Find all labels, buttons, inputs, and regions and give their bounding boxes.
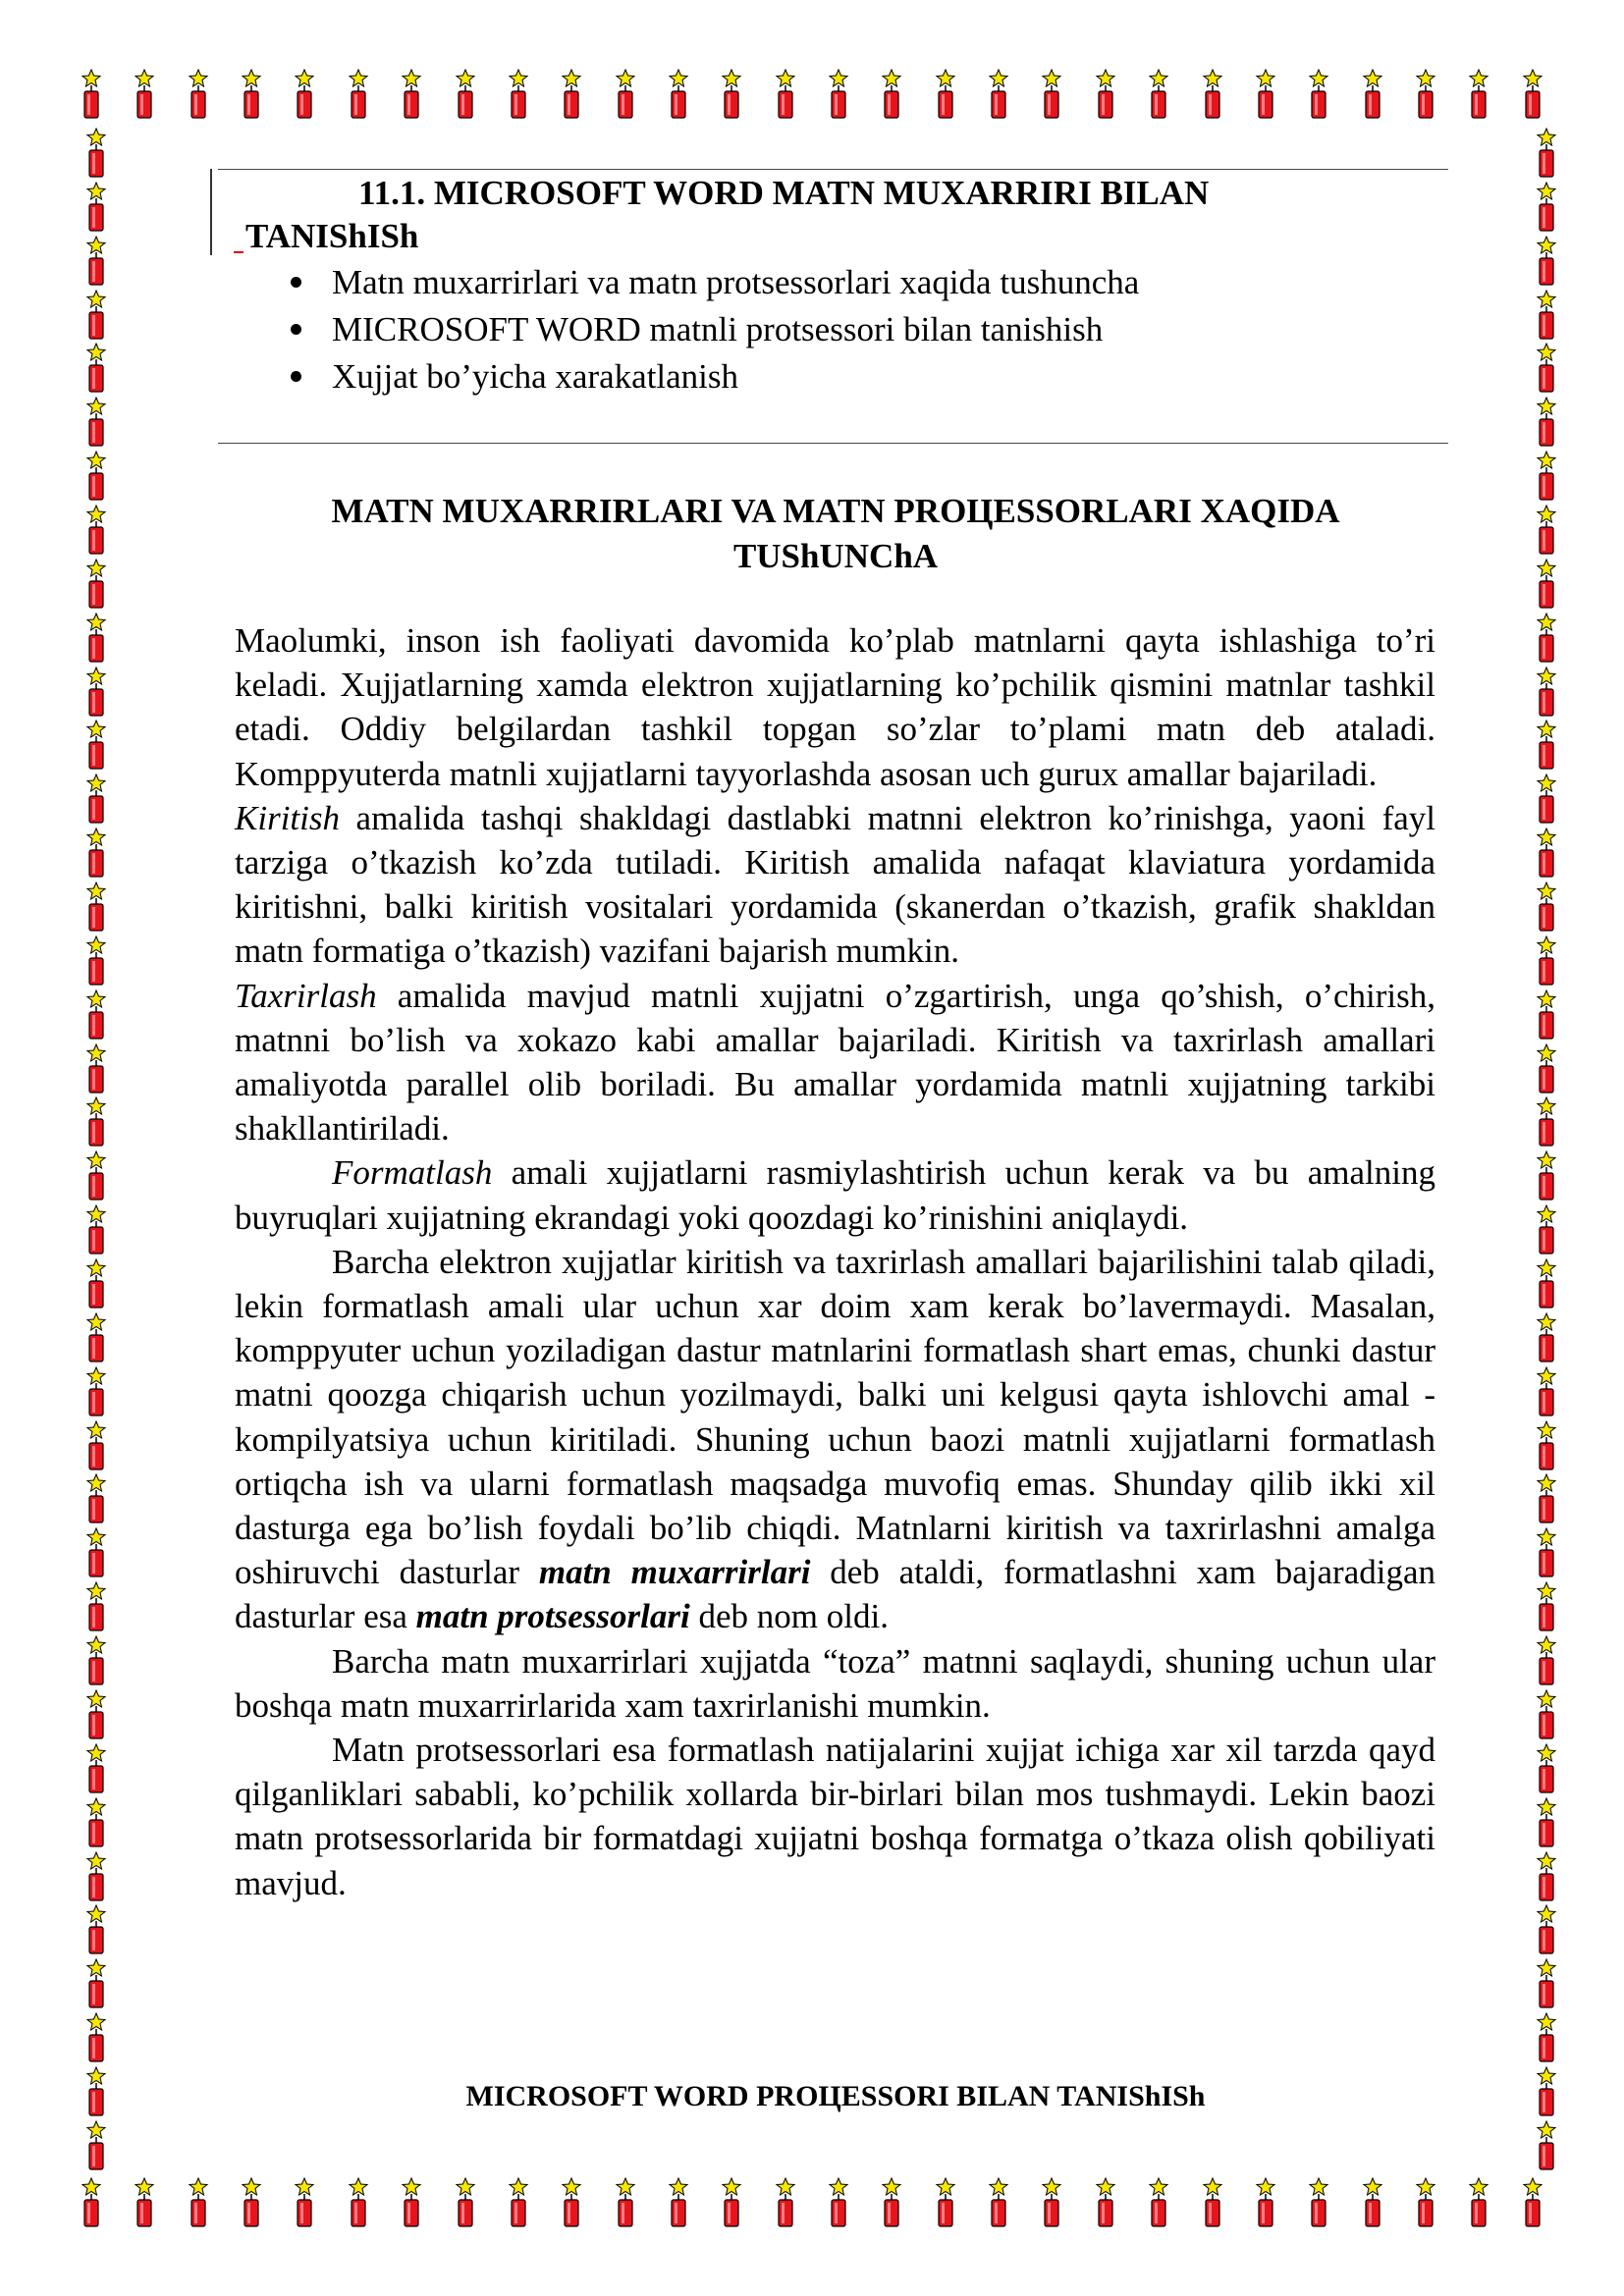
firecracker-icon [879, 69, 904, 120]
firecracker-icon [83, 828, 109, 879]
firecracker-icon [186, 2177, 211, 2228]
firecracker-icon [1534, 774, 1559, 825]
firecracker-icon [1200, 2177, 1225, 2228]
firecracker-icon [1534, 1043, 1559, 1095]
border-left [77, 128, 116, 2171]
firecracker-icon [879, 2177, 904, 2228]
firecracker-icon [83, 613, 109, 664]
firecracker-icon [83, 1581, 109, 1632]
firecracker-icon [1534, 2120, 1559, 2171]
border-bottom [79, 2171, 1545, 2234]
firecracker-icon [239, 2177, 264, 2228]
firecracker-icon [292, 2177, 317, 2228]
firecracker-icon [986, 2177, 1011, 2228]
firecracker-icon [1253, 2177, 1278, 2228]
firecracker-icon [773, 2177, 798, 2228]
firecracker-icon [1534, 1797, 1559, 1848]
firecracker-icon [719, 2177, 744, 2228]
firecracker-icon [1534, 182, 1559, 233]
firecracker-icon [613, 2177, 638, 2228]
paragraph: Barcha matn muxarrirlari xujjatda “toza” matnni saqlaydi, shuning uchun ular boshqa matn muxarrirlarida xam taxrirlanishi mumkin. [235, 1641, 1435, 1725]
firecracker-icon [1534, 1420, 1559, 1471]
firecracker-icon [1534, 613, 1559, 664]
firecracker-icon [83, 559, 109, 610]
firecracker-icon [1534, 559, 1559, 610]
firecracker-icon [1146, 69, 1171, 120]
header-rule-top [218, 169, 1448, 170]
firecracker-icon [1520, 69, 1545, 120]
firecracker-icon [1039, 69, 1064, 120]
paragraph: Matn protsessorlari esa formatlash natijalarini xujjat ichiga xar xil tarzda qayd qilganliklari sababli, ko’pchilik xollarda bir-birlari bilan mos tushmaydi. Lekin baozi matn protsessorlarida bir formatdagi xujjatni boshqa formatga o’tkaza olish qobiliyati mavjud. [235, 1731, 1435, 1902]
body-text [235, 618, 1435, 1905]
firecracker-icon [1534, 1312, 1559, 1363]
firecracker-icon [1534, 1204, 1559, 1255]
border-top [79, 63, 1545, 126]
firecracker-icon [1534, 989, 1559, 1041]
firecracker-icon [83, 2066, 109, 2117]
firecracker-icon [826, 69, 851, 120]
firecracker-icon [1466, 2177, 1491, 2228]
firecracker-icon [1466, 69, 1491, 120]
term: Formatlash [332, 1153, 493, 1193]
firecracker-icon [83, 935, 109, 987]
firecracker-icon [83, 1150, 109, 1201]
section-title [236, 489, 1435, 579]
firecracker-icon [83, 1043, 109, 1095]
firecracker-icon [1534, 828, 1559, 879]
firecracker-icon [83, 2120, 109, 2171]
firecracker-icon [1534, 236, 1559, 287]
firecracker-icon [83, 1204, 109, 1255]
firecracker-icon [292, 69, 317, 120]
firecracker-icon [83, 1797, 109, 1848]
firecracker-icon [1534, 451, 1559, 502]
firecracker-icon [1534, 290, 1559, 341]
firecracker-icon [1534, 397, 1559, 448]
firecracker-icon [83, 343, 109, 394]
firecracker-icon [1534, 1581, 1559, 1632]
firecracker-icon [346, 2177, 371, 2228]
firecracker-icon [1039, 2177, 1064, 2228]
firecracker-icon [132, 69, 157, 120]
paragraph: Barcha elektron xujjatlar kiritish va taxrirlash amallari bajarilishini talab qiladi, lekin formatlash amali ular uchun xar doim xam kerak bo’lavermaydi. Masalan, komppyuter uchun yoziladigan dastur matnlarini formatlash shart emas, chunki dastur matni qoozga chiqarish uchun yozilmaydi, balki uni kelgusi qayta ishlovchi amal - kompilyatsiya uchun kiritiladi. Shuning uchun baozi matnli xujjatlarni formatlash ortiqcha ish va ularni formatlash maqsadga muvofiq emas. Shunday qilib ikki xil dasturga ega bo’lish foydali bo’lib chiqdi. Matnlarni kiritish va taxrirlashni amalga oshiruvchi dasturlar matn muxarrirlari deb ataldi, formatlashni xam bajaradigan dasturlar esa matn protsessorlari deb nom oldi. [235, 1242, 1435, 1636]
firecracker-icon [1200, 69, 1225, 120]
firecracker-icon [506, 69, 531, 120]
firecracker-icon [1093, 69, 1118, 120]
topic-item: Matn muxarrirlari va matn protsessorlari xaqida tushuncha [285, 259, 1139, 306]
firecracker-icon [1534, 881, 1559, 933]
firecracker-icon [1534, 935, 1559, 987]
firecracker-icon [1534, 720, 1559, 771]
firecracker-icon [83, 1743, 109, 1794]
paragraph: Formatlash amali xujjatlarni rasmiylashtirish uchun kerak va bu amalning buyruqlari xujjatning ekrandagi yoki qoozdagi ko’rinishini aniqlaydi. [235, 1153, 1435, 1237]
paragraph: Maolumki, inson ish faoliyati davomida ko’plab matnlarni qayta ishlashiga to’ri keladi. Xujjatlarning xamda elektron xujjatlarning ko’pchilik qismini matnlar tashkil etadi. Oddiy belgilardan tashkil topgan so’zlar to’plami matn deb ataladi. Komppyuterda matnli xujjatlarni tayyorlashda asosan uch gurux amallar bajariladi. [235, 621, 1435, 793]
firecracker-icon [453, 2177, 478, 2228]
firecracker-icon [83, 1473, 109, 1524]
topic-item: Xujjat bo’yicha xarakatlanish [285, 353, 1139, 400]
topic-list [285, 259, 1139, 400]
firecracker-icon [666, 2177, 691, 2228]
firecracker-icon [83, 1312, 109, 1363]
firecracker-icon [559, 69, 584, 120]
paragraph: Taxrirlash amalida mavjud matnli xujjatni o’zgartirish, unga qo’shish, o’chirish, matnni bo’lish va xokazo kabi amallar bajariladi. Kiritish va taxrirlash amallari amaliyotda parallel olib boriladi. Bu amallar yordamida matnli xujjatning tarkibi shakllantiriladi. [235, 976, 1435, 1148]
firecracker-icon [1534, 1527, 1559, 1578]
firecracker-icon [1534, 1096, 1559, 1148]
chapter-heading [226, 172, 1404, 258]
firecracker-icon [1534, 2012, 1559, 2063]
firecracker-icon [1306, 69, 1331, 120]
firecracker-icon [1534, 1366, 1559, 1417]
firecracker-icon [239, 69, 264, 120]
firecracker-icon [83, 667, 109, 718]
subheading: MICROSOFT WORD PROЦESSORI BILAN TANIShISh [465, 2080, 1206, 2112]
firecracker-icon [1534, 128, 1559, 179]
firecracker-icon [559, 2177, 584, 2228]
firecracker-icon [506, 2177, 531, 2228]
firecracker-icon [1413, 2177, 1438, 2228]
firecracker-icon [1146, 2177, 1171, 2228]
firecracker-icon [83, 451, 109, 502]
firecracker-icon [1534, 1851, 1559, 1902]
firecracker-icon [83, 236, 109, 287]
firecracker-icon [1534, 1904, 1559, 1955]
chapter-heading-line2: TANIShISh [245, 217, 419, 255]
firecracker-icon [83, 1958, 109, 2009]
firecracker-icon [399, 2177, 424, 2228]
firecracker-icon [83, 505, 109, 556]
firecracker-icon [83, 290, 109, 341]
firecracker-icon [1360, 69, 1385, 120]
term: Kiritish [235, 798, 340, 837]
firecracker-icon [1534, 1150, 1559, 1201]
firecracker-icon [186, 69, 211, 120]
firecracker-icon [1093, 2177, 1118, 2228]
firecracker-icon [1253, 69, 1278, 120]
firecracker-icon [1534, 505, 1559, 556]
header-rule-bottom [218, 443, 1448, 444]
firecracker-icon [1413, 69, 1438, 120]
firecracker-icon [83, 1366, 109, 1417]
firecracker-icon [83, 1904, 109, 1955]
firecracker-icon [1520, 2177, 1545, 2228]
firecracker-icon [83, 881, 109, 933]
topic-item: MICROSOFT WORD matnli protsessori bilan tanishish [285, 306, 1139, 353]
firecracker-icon [1534, 343, 1559, 394]
section-title-line2: TUShUNChA [732, 537, 939, 575]
firecracker-icon [1534, 1689, 1559, 1740]
firecracker-icon [83, 720, 109, 771]
firecracker-icon [346, 69, 371, 120]
firecracker-icon [83, 397, 109, 448]
chapter-heading-line1: 11.1. MICROSOFT WORD MATN MUXARRIRI BILAN [358, 174, 1210, 212]
firecracker-icon [1534, 667, 1559, 718]
firecracker-icon [83, 1420, 109, 1471]
firecracker-icon [453, 69, 478, 120]
firecracker-icon [79, 2177, 104, 2228]
firecracker-icon [83, 1096, 109, 1148]
firecracker-icon [83, 1689, 109, 1740]
firecracker-icon [83, 2012, 109, 2063]
firecracker-icon [773, 69, 798, 120]
firecracker-icon [83, 1851, 109, 1902]
firecracker-icon [1534, 2066, 1559, 2117]
firecracker-icon [666, 69, 691, 120]
paragraph: Kiritish amalida tashqi shakldagi dastlabki matnni elektron ko’rinishga, yaoni fayl tarziga o’tkazish ko’zda tutiladi. Kiritish amalida nafaqat klaviatura yordamida kiritishni, balki kiritish vositalari yordamida (skanerdan o’tkazish, grafik shakldan matn formatiga o’tkazish) vazifani bajarish mumkin. [235, 798, 1435, 971]
firecracker-icon [1360, 2177, 1385, 2228]
firecracker-icon [83, 1258, 109, 1309]
firecracker-icon [83, 1635, 109, 1686]
firecracker-icon [1534, 1635, 1559, 1686]
term: matn protsessorlari [415, 1597, 690, 1636]
term: matn muxarrirlari [538, 1553, 811, 1592]
firecracker-icon [83, 774, 109, 825]
firecracker-icon [83, 128, 109, 179]
firecracker-icon [826, 2177, 851, 2228]
firecracker-icon [1534, 1473, 1559, 1524]
firecracker-icon [83, 1527, 109, 1578]
firecracker-icon [79, 69, 104, 120]
firecracker-icon [399, 69, 424, 120]
firecracker-icon [1534, 1958, 1559, 2009]
firecracker-icon [83, 989, 109, 1041]
firecracker-icon [1534, 1258, 1559, 1309]
border-right [1527, 128, 1566, 2171]
firecracker-icon [613, 69, 638, 120]
firecracker-icon [719, 69, 744, 120]
term: Taxrirlash [235, 976, 377, 1015]
firecracker-icon [986, 69, 1011, 120]
section-title-line1: MATN MUXARRIRLARI VA MATN PROЦESSORLARI XAQIDA [331, 492, 1340, 530]
firecracker-icon [933, 69, 958, 120]
header-left-bar [210, 169, 212, 255]
firecracker-icon [1534, 1743, 1559, 1794]
firecracker-icon [1306, 2177, 1331, 2228]
firecracker-icon [83, 182, 109, 233]
firecracker-icon [132, 2177, 157, 2228]
firecracker-icon [933, 2177, 958, 2228]
